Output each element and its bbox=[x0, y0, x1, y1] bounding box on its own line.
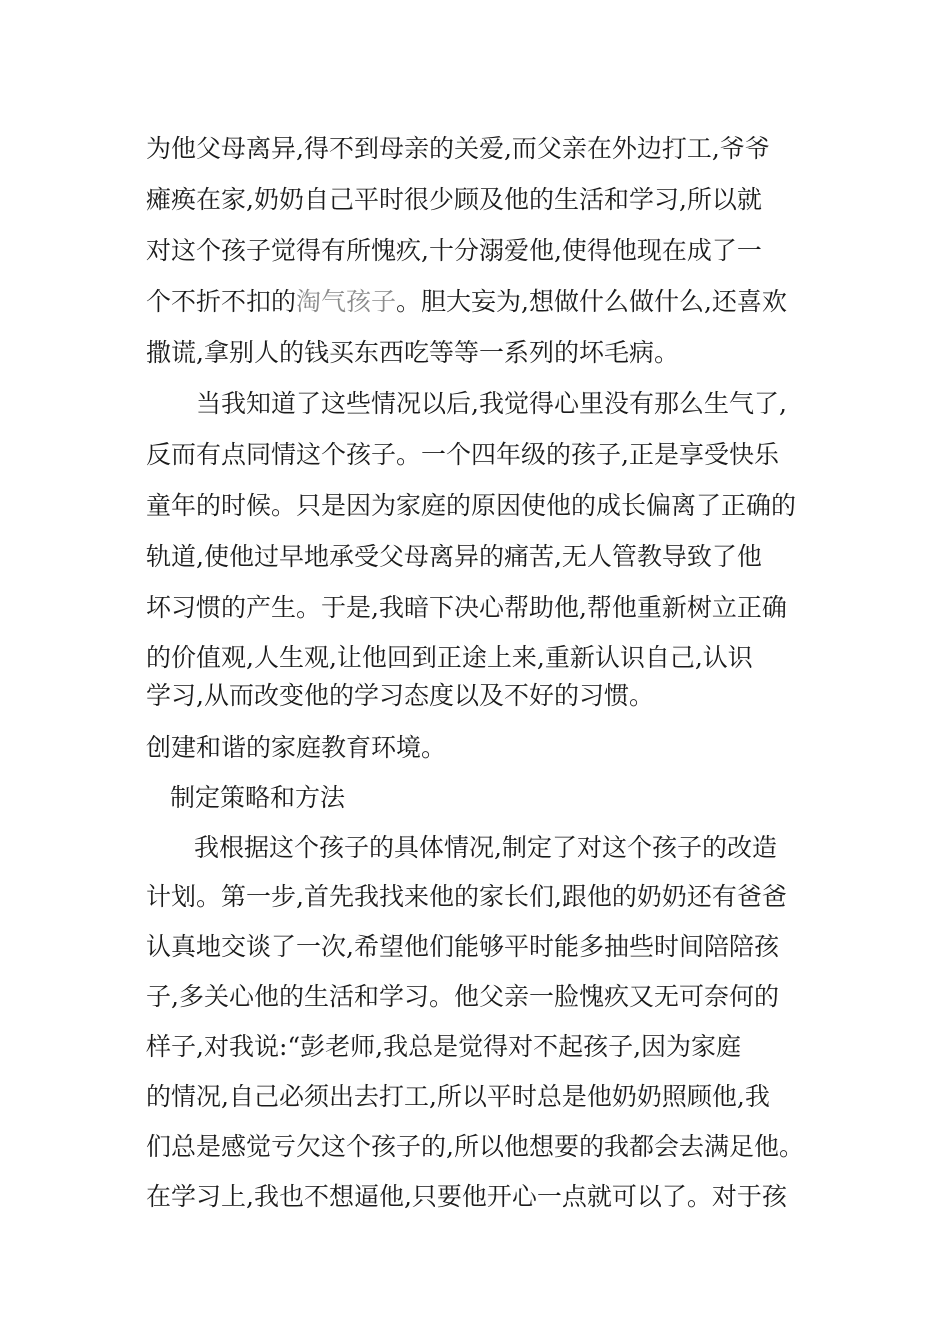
paragraph-first-line: 我根据这个孩子的具体情况,制定了对这个孩子的改造 bbox=[194, 833, 777, 862]
text-line: 轨道,使他过早地承受父母离异的痛苦,无人管教导致了他 bbox=[146, 542, 762, 571]
text-line: 认真地交谈了一次,希望他们能够平时能多抽些时间陪陪孩 bbox=[146, 932, 779, 961]
text-line: 计划。第一步,首先我找来他的家长们,跟他的奶奶还有爸爸 bbox=[146, 882, 787, 911]
text-line: 童年的时候。只是因为家庭的原因使他的成长偏离了正确的 bbox=[146, 491, 797, 520]
text-line: 子,多关心他的生活和学习。他父亲一脸愧疚又无可奈何的 bbox=[146, 982, 779, 1011]
paragraph-first-line: 当我知道了这些情况以后,我觉得心里没有那么生气了, bbox=[196, 389, 787, 418]
text-segment: 。胆大妄为,想做什么做什么,还喜欢 bbox=[396, 287, 787, 316]
text-line: 反而有点同情这个孩子。一个四年级的孩子,正是享受快乐 bbox=[146, 440, 779, 469]
text-line: 在学习上,我也不想逼他,只要他开心一点就可以了。对于孩 bbox=[146, 1182, 787, 1211]
section-heading: 制定策略和方法 bbox=[170, 783, 346, 812]
text-line: 的情况,自己必须出去打工,所以平时总是他奶奶照顾他,我 bbox=[146, 1082, 770, 1111]
text-line: 撒谎,拿别人的钱买东西吃等等一系列的坏毛病。 bbox=[146, 338, 679, 367]
text-line: 学习,从而改变他的学习态度以及不好的习惯。 bbox=[146, 681, 654, 710]
section-heading: 创建和谐的家庭教育环境。 bbox=[146, 733, 447, 762]
text-line: 的价值观,人生观,让他回到正途上来,重新认识自己,认识 bbox=[146, 643, 753, 672]
text-line: 瘫痪在家,奶奶自己平时很少顾及他的生活和学习,所以就 bbox=[146, 185, 762, 214]
text-line bbox=[146, 282, 826, 322]
hyperlink-naughty-child[interactable]: 淘气孩子 bbox=[296, 287, 397, 316]
text-line: 样子,对我说:“彭老师,我总是觉得对不起孩子,因为家庭 bbox=[146, 1032, 742, 1061]
text-line: 们总是感觉亏欠这个孩子的,所以他想要的我都会去满足他。 bbox=[146, 1132, 804, 1161]
text-line: 对这个孩子觉得有所愧疚,十分溺爱他,使得他现在成了一 bbox=[146, 236, 762, 265]
text-line: 为他父母离异,得不到母亲的关爱,而父亲在外边打工,爷爷 bbox=[146, 134, 770, 163]
text-segment: 个不折不扣的 bbox=[146, 287, 297, 316]
text-line: 坏习惯的产生。于是,我暗下决心帮助他,帮他重新树立正确 bbox=[146, 593, 787, 622]
